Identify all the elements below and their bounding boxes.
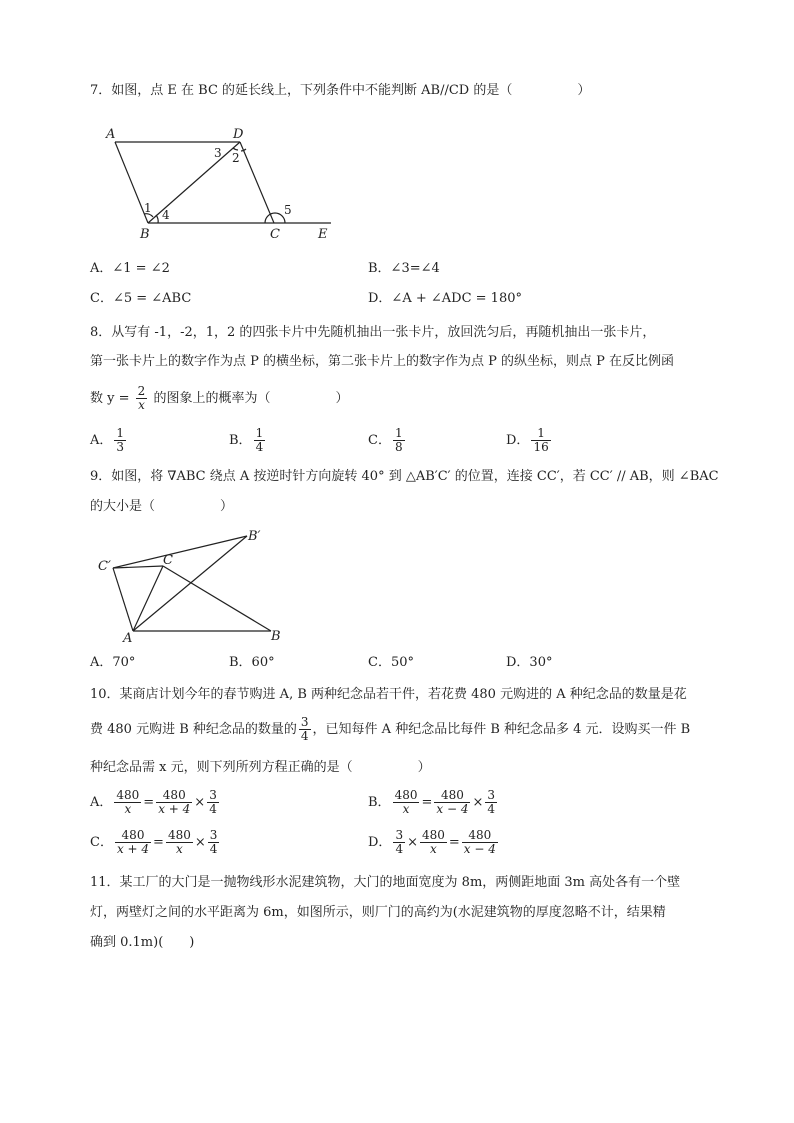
q7-angle-5: 5 bbox=[284, 203, 292, 217]
q9-option-b: B．60° bbox=[229, 655, 275, 670]
q7-angle-4: 4 bbox=[162, 208, 170, 222]
q10-option-c: C． $\frac{480}{x + 4}$ = $\frac{480}{x}$ × $\frac{3}{4}$ bbox=[90, 828, 218, 856]
q8-option-b: B． $\frac{1}{4}$ bbox=[229, 426, 264, 454]
q11-line-2: 灯，两壁灯之间的水平距离为 6m，如图所示，则厂门的高约为(水泥建筑物的厚度忽略不计，结果精 bbox=[90, 905, 666, 920]
q7-option-c: C．∠5 = ∠ABC bbox=[90, 291, 192, 306]
q7-angle-1: 1 bbox=[144, 201, 152, 215]
q9-option-c: C．50° bbox=[368, 655, 414, 670]
q11-line-1: 11．某工厂的大门是一抛物线形水泥建筑物，大门的地面宽度为 8m，两侧距地面 3m 高处各有一个壁 bbox=[90, 875, 681, 890]
q7-angle-3: 3 bbox=[214, 146, 222, 160]
q7-label-E: E bbox=[318, 227, 328, 242]
q7-label-A: A bbox=[106, 127, 116, 142]
q11-line-3: 确到 0.1m)( ) bbox=[90, 935, 195, 950]
q8-line-2: 第一张卡片上的数字作为点 P 的横坐标，第二张卡片上的数字作为点 P 的纵坐标，则点 P 在反比例函 bbox=[90, 354, 675, 369]
q10-option-b: B． $\frac{480}{x}$ = $\frac{480}{x - 4}$ × $\frac{3}{4}$ bbox=[368, 788, 496, 816]
q8-option-d: D． $\frac{1}{16}$ bbox=[506, 426, 549, 454]
q8-line-3-tail: 的图象上的概率为（ ） bbox=[153, 391, 349, 406]
q10-line-3: 种纪念品需 x 元，则下列所列方程正确的是（ ） bbox=[90, 760, 431, 775]
q8-function-fraction: $\frac{2}{x}$ bbox=[137, 384, 146, 412]
q10-line-2: 费 480 元购进 B 种纪念品的数量的 $\frac{3}{4}$ ，已知每件 A 种纪念品比每件 B 种纪念品多 4 元．设购买一件 B bbox=[90, 715, 691, 743]
q9-option-a: A．70° bbox=[90, 655, 136, 670]
q9-label-B: B bbox=[271, 629, 281, 644]
q9-option-d: D．30° bbox=[506, 655, 553, 670]
q7-label-B: B bbox=[140, 227, 150, 242]
q9-line-2: 的大小是（ ） bbox=[90, 499, 234, 514]
q7-option-b: B．∠3=∠4 bbox=[368, 261, 440, 276]
q9-label-Bprime: B′ bbox=[248, 529, 261, 544]
q7-option-a: A．∠1 = ∠2 bbox=[90, 261, 170, 276]
q7-option-d: D．∠A + ∠ADC = 180° bbox=[368, 291, 522, 306]
q10-option-a: A． $\frac{480}{x}$ = $\frac{480}{x + 4}$ × $\frac{3}{4}$ bbox=[90, 788, 217, 816]
q9-line-1: 9．如图，将 ∇ABC 绕点 A 按逆时针方向旋转 40° 到 △AB′C′ 的位置，连接 CC′，若 CC′ // AB，则 ∠BAC bbox=[90, 469, 719, 484]
q9-label-C: C bbox=[163, 553, 173, 568]
q7-label-D: D bbox=[233, 127, 244, 142]
q8-line-1: 8．从写有 -1，-2，1，2 的四张卡片中先随机抽出一张卡片，放回洗匀后，再随机抽出一张卡片， bbox=[90, 325, 656, 340]
q8-option-a: A． $\frac{1}{3}$ bbox=[90, 426, 125, 454]
q9-figure bbox=[95, 528, 295, 648]
q8-option-c: C． $\frac{1}{8}$ bbox=[368, 426, 403, 454]
q10-ratio-fraction: $\frac{3}{4}$ bbox=[300, 715, 309, 743]
q7-figure bbox=[100, 122, 360, 242]
q10-line-1: 10．某商店计划今年的春节购进 A, B 两种纪念品若干件，若花费 480 元购进的 A 种纪念品的数量是花 bbox=[90, 687, 687, 702]
q7-stem: 7．如图，点 E 在 BC 的延长线上，下列条件中不能判断 AB//CD 的是（ ） bbox=[90, 83, 591, 98]
q7-label-C: C bbox=[270, 227, 280, 242]
q10-option-d: D． $\frac{3}{4}$ × $\frac{480}{x}$ = $\frac{480}{x - 4}$ bbox=[368, 828, 496, 856]
q7-angle-2: 2 bbox=[232, 151, 240, 165]
q8-function-lhs: 数 y = bbox=[90, 391, 130, 406]
q9-label-A: A bbox=[123, 631, 133, 646]
q9-label-Cprime: C′ bbox=[98, 559, 111, 574]
q8-line-3 bbox=[90, 382, 348, 416]
